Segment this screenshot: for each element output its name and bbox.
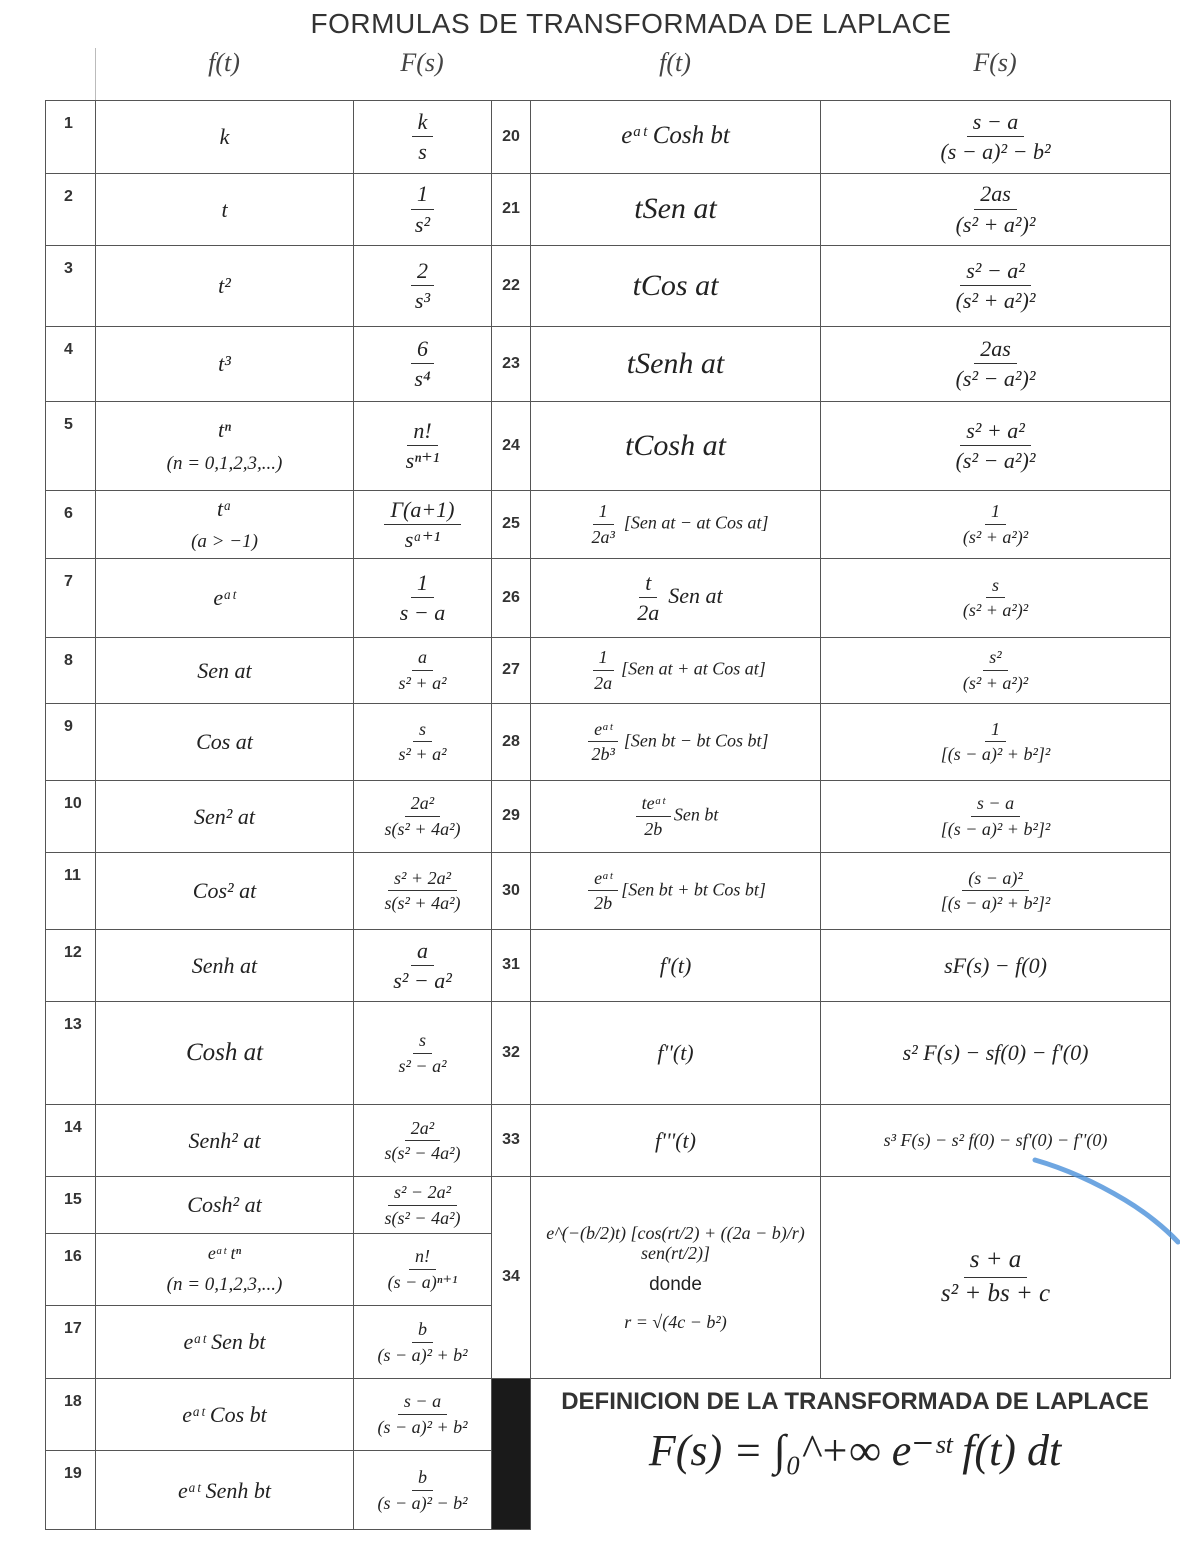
fs-numerator: s² − a²	[960, 258, 1031, 286]
table-row	[46, 1002, 1171, 1105]
fs-denominator: (s² + a²)²	[962, 672, 1029, 693]
fs-cell	[821, 326, 1171, 402]
fs-numerator: 2as	[974, 336, 1017, 364]
ft-value: [Sen bt − bt Cos bt]	[623, 730, 769, 751]
row-number: 10	[46, 780, 96, 853]
fs-numerator: 1	[411, 570, 434, 598]
row-number: 21	[492, 173, 531, 246]
ft-cell	[531, 173, 821, 246]
fs-fraction	[950, 258, 1042, 314]
row-number: 32	[492, 1002, 531, 1105]
ft-value: eᵃᵗ	[213, 585, 236, 611]
ft-fraction	[588, 868, 618, 914]
fs-numerator: s	[413, 1030, 432, 1054]
fs-denominator: sᵃ⁺¹	[404, 526, 441, 552]
ft-cell	[96, 780, 354, 853]
row-number: 11	[46, 853, 96, 930]
fs-denominator: (s − a)² + b²	[377, 1344, 468, 1365]
fs-numerator: 6	[411, 336, 434, 364]
fs-numerator: 1	[985, 501, 1006, 525]
fs-denominator: (s² + a²)²	[955, 211, 1036, 237]
row-number: 33	[492, 1104, 531, 1177]
ft-cell	[96, 1378, 354, 1451]
ft-value: t³	[218, 351, 231, 377]
row-number: 14	[46, 1104, 96, 1177]
row-number: 12	[46, 929, 96, 1002]
fs-cell	[354, 101, 492, 174]
header-fs-left: F(s)	[400, 48, 444, 77]
fs-cell	[821, 1002, 1171, 1105]
ft-cell	[531, 1177, 821, 1378]
fs-fraction	[408, 336, 436, 392]
fs-cell	[821, 637, 1171, 703]
fs-cell	[354, 1177, 492, 1233]
fs-numerator: s − a	[971, 793, 1020, 817]
fs-cell	[354, 246, 492, 327]
ft-value: [Sen at − at Cos at]	[623, 512, 769, 533]
fs-denominator: s² + a²	[398, 672, 447, 693]
fs-numerator: Γ(a+1)	[384, 497, 460, 525]
table-row	[46, 853, 1171, 930]
fs-fraction	[384, 497, 460, 553]
donde-label: donde	[649, 1274, 702, 1296]
fs-value: s³ F(s) − s² f(0) − sf'(0) − f''(0)	[883, 1130, 1108, 1151]
fs-denominator: s² + bs + c	[940, 1280, 1051, 1308]
fs-fraction	[371, 1467, 473, 1513]
ft-denominator: 2a	[594, 672, 613, 693]
fs-numerator: s	[413, 719, 432, 743]
row-number: 3	[46, 246, 96, 327]
row-number: 1	[46, 101, 96, 174]
ft-cell	[96, 1104, 354, 1177]
header-fs-right: F(s)	[973, 48, 1017, 77]
black-divider	[492, 1378, 531, 1529]
ft-value: eᵃᵗ Senh bt	[177, 1477, 272, 1503]
ft-value: f'(t)	[659, 952, 692, 978]
ft-denominator: 2a	[637, 600, 660, 626]
table-row	[46, 402, 1171, 491]
fs-numerator: s − a	[398, 1391, 447, 1415]
ft-numerator: t	[639, 570, 657, 598]
table-row	[46, 637, 1171, 703]
fs-numerator: (s − a)²	[962, 868, 1029, 892]
fs-denominator: (s − a)² − b²	[940, 139, 1051, 165]
header-divider	[95, 48, 96, 100]
ft-numerator: teᵃᵗ	[636, 793, 671, 817]
ft-value: Sen at	[668, 582, 723, 608]
fs-cell	[354, 326, 492, 402]
ft-cell	[531, 637, 821, 703]
fs-numerator: a	[411, 938, 434, 966]
fs-fraction	[409, 258, 436, 314]
ft-value: t	[221, 196, 228, 222]
row-number: 27	[492, 637, 531, 703]
ft-cell	[96, 1177, 354, 1233]
fs-numerator: s² + a²	[960, 418, 1031, 446]
ft-cell	[531, 402, 821, 491]
fs-fraction	[935, 719, 1057, 765]
fs-denominator: (s − a)² + b²	[377, 1417, 468, 1438]
ft-cell	[96, 559, 354, 638]
fs-numerator: s² + 2a²	[388, 868, 457, 892]
fs-cell	[354, 402, 492, 491]
fs-numerator: s − a	[967, 109, 1024, 137]
fs-fraction	[950, 181, 1042, 237]
fs-denominator: s³	[414, 288, 431, 314]
fs-cell	[354, 1104, 492, 1177]
row-number: 19	[46, 1451, 96, 1530]
fs-denominator: s(s² − 4a²)	[384, 1207, 461, 1228]
ft-cell	[531, 101, 821, 174]
ft-value: eᵃᵗ Sen bt	[183, 1329, 266, 1355]
ft-cell	[96, 929, 354, 1002]
fs-cell	[354, 490, 492, 558]
row-number: 6	[46, 490, 96, 558]
fs-fraction	[957, 647, 1034, 693]
table-row	[46, 173, 1171, 246]
row-number: 25	[492, 490, 531, 558]
ft-denominator: 2b³	[591, 744, 615, 765]
fs-denominator: [(s − a)² + b²]²	[940, 818, 1051, 839]
formula-table	[45, 100, 1171, 1530]
definition-formula: F(s) = ∫₀^+∞ e⁻ˢᵗ f(t) dt	[648, 1426, 1062, 1475]
fs-cell	[354, 1378, 492, 1451]
fs-denominator: s − a	[399, 600, 446, 626]
fs-cell	[821, 853, 1171, 930]
ft-cell	[96, 490, 354, 558]
ft-value: Sen bt	[673, 804, 719, 825]
fs-fraction	[371, 1391, 473, 1437]
definition-title: DEFINICION DE LA TRANSFORMADA DE LAPLACE	[561, 1388, 1149, 1415]
fs-cell	[821, 402, 1171, 491]
fs-denominator: (s² − a²)²	[955, 448, 1036, 474]
row-number: 30	[492, 853, 531, 930]
row-number: 16	[46, 1233, 96, 1306]
fs-fraction	[379, 793, 467, 839]
row-number: 5	[46, 402, 96, 491]
ft-value: Sen at	[197, 657, 252, 683]
row-number: 24	[492, 402, 531, 491]
ft-value: Cos at	[196, 729, 253, 755]
fs-value: sF(s) − f(0)	[944, 952, 1047, 978]
table-row	[46, 704, 1171, 781]
header-ft-left: f(t)	[208, 48, 240, 77]
fs-numerator: 1	[411, 181, 434, 209]
ft-cell	[531, 490, 821, 558]
fs-fraction	[409, 181, 436, 237]
fs-fraction	[393, 719, 453, 765]
row-number: 29	[492, 780, 531, 853]
r-definition: r = √(4c − b²)	[624, 1311, 727, 1332]
fs-cell	[354, 853, 492, 930]
row-number: 8	[46, 637, 96, 703]
fs-cell	[821, 101, 1171, 174]
fs-denominator: s(s² + 4a²)	[384, 893, 461, 914]
ft-fraction	[636, 793, 671, 839]
ft-value: f'''(t)	[655, 1128, 696, 1154]
fs-fraction	[412, 109, 434, 165]
ft-condition: (a > −1)	[191, 531, 258, 553]
table-row	[46, 929, 1171, 1002]
ft-cell	[96, 853, 354, 930]
fs-numerator: 2	[411, 258, 434, 286]
fs-numerator: k	[412, 109, 434, 137]
ft-value: [Sen at + at Cos at]	[621, 658, 766, 679]
fs-numerator: 2a²	[405, 1118, 440, 1142]
row-number: 13	[46, 1002, 96, 1105]
table-row	[46, 101, 1171, 174]
ft-value: e^(−(b/2)t) [cos(rt/2) + ((2a − b)/r) sen(rt/2)]	[546, 1222, 805, 1264]
page-title: FORMULAS DE TRANSFORMADA DE LAPLACE	[310, 8, 952, 39]
fs-denominator: s² − a²	[398, 1055, 447, 1076]
fs-numerator: b	[412, 1319, 433, 1343]
fs-denominator: [(s − a)² + b²]²	[940, 893, 1051, 914]
ft-numerator: eᵃᵗ	[588, 719, 618, 743]
header-ft-right: f(t)	[659, 48, 691, 77]
fs-fraction	[400, 418, 446, 474]
ft-value: eᵃᵗ tⁿ	[207, 1243, 242, 1264]
ft-value: tᵃ	[217, 495, 232, 521]
fs-fraction	[950, 418, 1042, 474]
fs-cell	[354, 1233, 492, 1306]
ft-condition: (n = 0,1,2,3,...)	[166, 1274, 283, 1295]
fs-fraction	[379, 1118, 467, 1164]
ft-value: tⁿ	[217, 417, 232, 443]
fs-denominator: (s² + a²)²	[955, 288, 1036, 314]
ft-value: k	[219, 124, 230, 150]
fs-cell	[821, 559, 1171, 638]
ft-value: Cosh² at	[187, 1192, 262, 1218]
table-row	[46, 780, 1171, 853]
fs-denominator: s²	[414, 211, 431, 237]
fs-denominator: s(s² − 4a²)	[384, 1143, 461, 1164]
fs-denominator: (s² + a²)²	[962, 600, 1029, 621]
fs-numerator: a	[412, 647, 433, 671]
row-number: 17	[46, 1306, 96, 1379]
row-number: 22	[492, 246, 531, 327]
fs-cell	[821, 490, 1171, 558]
fs-denominator: s² − a²	[393, 967, 452, 993]
fs-numerator: n!	[409, 1246, 436, 1270]
row-number: 34	[492, 1177, 531, 1378]
ft-value: Senh² at	[188, 1128, 261, 1154]
ft-cell	[96, 173, 354, 246]
row-number: 20	[492, 101, 531, 174]
fs-fraction	[393, 1030, 453, 1076]
fs-cell	[354, 559, 492, 638]
table-row	[46, 559, 1171, 638]
ft-cell	[531, 853, 821, 930]
pen-mark-icon	[1030, 1150, 1180, 1250]
row-number: 26	[492, 559, 531, 638]
ft-value: t²	[218, 273, 231, 299]
fs-denominator: s² + a²	[398, 744, 447, 765]
row-number: 28	[492, 704, 531, 781]
ft-value: tCos at	[632, 268, 719, 302]
fs-numerator: 2a²	[405, 793, 440, 817]
fs-numerator: 2as	[974, 181, 1017, 209]
table-row	[46, 1177, 1171, 1233]
fs-denominator: (s − a)² − b²	[377, 1492, 468, 1513]
ft-value: Cos² at	[192, 878, 257, 904]
row-number: 31	[492, 929, 531, 1002]
fs-cell	[354, 929, 492, 1002]
fs-numerator: b	[412, 1467, 433, 1491]
fs-cell	[354, 704, 492, 781]
fs-fraction	[382, 1246, 464, 1292]
fs-value: s² F(s) − sf(0) − f'(0)	[902, 1040, 1089, 1066]
ft-denominator: 2b	[644, 818, 663, 839]
table-row	[46, 490, 1171, 558]
fs-numerator: s	[986, 575, 1005, 599]
ft-cell	[96, 1002, 354, 1105]
ft-value: tSen at	[634, 192, 717, 225]
fs-fraction	[935, 1246, 1056, 1309]
row-number: 7	[46, 559, 96, 638]
ft-value: tSenh at	[626, 346, 725, 380]
fs-numerator: 1	[985, 719, 1006, 743]
ft-numerator: 1	[593, 647, 614, 671]
fs-denominator: s	[418, 139, 427, 165]
ft-fraction	[588, 647, 618, 693]
fs-fraction	[934, 109, 1056, 165]
fs-cell	[354, 1451, 492, 1530]
ft-value: Sen² at	[194, 803, 255, 829]
ft-numerator: eᵃᵗ	[588, 868, 618, 892]
ft-cell	[531, 246, 821, 327]
fs-denominator: sⁿ⁺¹	[405, 448, 440, 474]
ft-cell	[531, 1002, 821, 1105]
fs-fraction	[394, 570, 451, 626]
fs-cell	[354, 637, 492, 703]
fs-numerator: s² − 2a²	[388, 1182, 457, 1206]
fs-cell	[354, 173, 492, 246]
ft-value: eᵃᵗ Cosh bt	[621, 122, 730, 150]
ft-fraction	[585, 501, 620, 547]
fs-fraction	[371, 1319, 473, 1365]
ft-cell	[96, 326, 354, 402]
row-number: 23	[492, 326, 531, 402]
row-number: 4	[46, 326, 96, 402]
fs-cell	[821, 173, 1171, 246]
ft-denominator: 2a³	[591, 526, 615, 547]
ft-cell	[96, 1233, 354, 1306]
ft-numerator: 1	[593, 501, 614, 525]
fs-numerator: n!	[407, 418, 437, 446]
table-row	[46, 1104, 1171, 1177]
fs-denominator: s⁴	[414, 366, 431, 392]
ft-fraction	[585, 719, 620, 765]
ft-cell	[96, 637, 354, 703]
ft-value: Senh at	[191, 952, 258, 978]
fs-denominator: [(s − a)² + b²]²	[940, 744, 1051, 765]
fs-numerator: s²	[983, 647, 1007, 671]
ft-cell	[531, 704, 821, 781]
ft-cell	[96, 1306, 354, 1379]
fs-cell	[354, 1306, 492, 1379]
fs-numerator: s + a	[964, 1246, 1028, 1278]
fs-fraction	[393, 647, 453, 693]
fs-fraction	[379, 1182, 467, 1228]
row-number: 2	[46, 173, 96, 246]
ft-value: f''(t)	[657, 1040, 694, 1066]
ft-cell	[96, 246, 354, 327]
row-number: 18	[46, 1378, 96, 1451]
fs-cell	[821, 246, 1171, 327]
ft-cell	[531, 780, 821, 853]
fs-cell	[821, 704, 1171, 781]
fs-cell	[354, 1002, 492, 1105]
ft-condition: (n = 0,1,2,3,...)	[166, 452, 283, 474]
fs-denominator: (s² − a²)²	[955, 366, 1036, 392]
fs-cell	[821, 929, 1171, 1002]
fs-fraction	[387, 938, 458, 994]
row-number: 15	[46, 1177, 96, 1233]
ft-cell	[531, 929, 821, 1002]
fs-cell	[354, 780, 492, 853]
ft-cell	[96, 402, 354, 491]
fs-cell	[821, 780, 1171, 853]
fs-fraction	[957, 575, 1034, 621]
fs-fraction	[935, 868, 1057, 914]
fs-denominator: (s − a)ⁿ⁺¹	[387, 1272, 458, 1293]
ft-cell	[531, 326, 821, 402]
fs-denominator: s(s² + 4a²)	[384, 818, 461, 839]
ft-denominator: 2b	[594, 893, 613, 914]
ft-cell	[531, 559, 821, 638]
ft-cell	[96, 704, 354, 781]
ft-value: eᵃᵗ Cos bt	[182, 1401, 267, 1427]
ft-cell	[96, 101, 354, 174]
fs-fraction	[950, 336, 1042, 392]
ft-value: tCosh at	[625, 428, 726, 462]
fs-fraction	[957, 501, 1034, 547]
fs-denominator: (s² + a²)²	[962, 526, 1029, 547]
ft-fraction	[631, 570, 665, 626]
fs-fraction	[935, 793, 1057, 839]
ft-value: [Sen bt + bt Cos bt]	[621, 879, 766, 900]
ft-cell	[96, 1451, 354, 1530]
fs-fraction	[379, 868, 467, 914]
table-row	[46, 246, 1171, 327]
ft-cell	[531, 1104, 821, 1177]
table-row	[46, 326, 1171, 402]
row-number: 9	[46, 704, 96, 781]
ft-value: Cosh at	[185, 1038, 264, 1066]
